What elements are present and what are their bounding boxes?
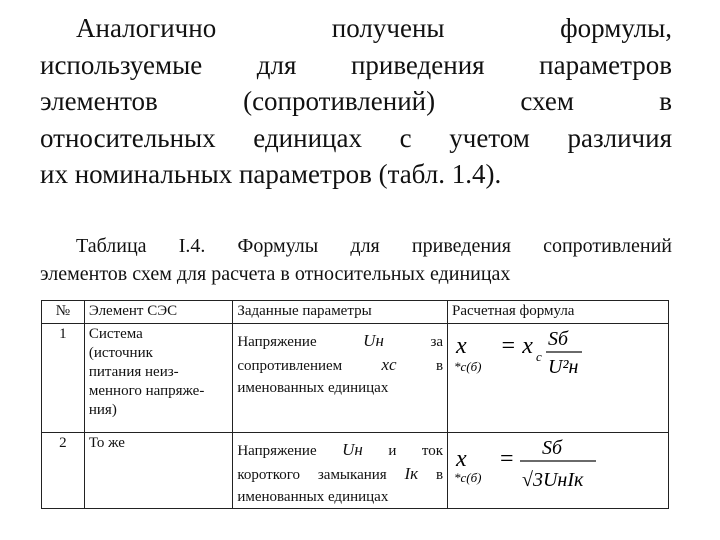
param-text: Напряжение [237, 334, 317, 350]
param-var: Uн [342, 440, 363, 459]
param-text: короткого замыкания [237, 467, 387, 483]
formula-mid-sub: c [536, 349, 542, 364]
formula-lhs-sub: *c(б) [454, 359, 482, 374]
header-number: № [42, 301, 85, 324]
param-line [237, 440, 443, 461]
formula-2 [452, 436, 652, 498]
paragraph-line: относительных единицах с учетом различия [40, 122, 672, 153]
element-line: питания неиз- [88, 364, 179, 380]
param-text: именованных единицах [237, 380, 389, 396]
row-params [233, 324, 448, 433]
row-formula [448, 433, 669, 509]
table-row [42, 324, 669, 433]
param-tail: в [435, 358, 444, 374]
param-tail: в [435, 467, 444, 483]
header-params: Заданные параметры [233, 301, 448, 324]
caption-line: элементов схем для расчета в относительных единицах [40, 263, 511, 285]
element-line: ния) [88, 402, 117, 418]
param-tail: и ток [388, 443, 444, 459]
element-line: То же [88, 435, 125, 451]
paragraph-line: используемые для приведения параметров [40, 49, 672, 80]
param-line [237, 331, 443, 352]
element-line: менного напряже- [88, 383, 205, 399]
paragraph-line: их номинальных параметров (табл. 1.4). [40, 159, 502, 189]
formula-numerator: Sб [542, 437, 563, 459]
table-row [42, 433, 669, 509]
row-formula [448, 324, 669, 433]
formula-1 [452, 327, 652, 389]
param-tail: за [430, 334, 444, 350]
element-line: (источник [88, 345, 153, 361]
header-formula: Расчетная формула [448, 301, 669, 324]
param-line [237, 379, 443, 398]
param-line [237, 464, 443, 485]
row-params [233, 433, 448, 509]
formula-mid: = [500, 446, 514, 472]
row-element [84, 324, 232, 433]
param-var: Iк [404, 464, 419, 483]
formulas-table [41, 300, 669, 509]
formula-lhs-sub: *c(б) [454, 470, 482, 485]
param-line [237, 488, 443, 507]
table-caption [40, 232, 672, 288]
param-var: xс [381, 355, 397, 374]
row-element [84, 433, 232, 509]
formula-numerator: Sб [548, 328, 569, 350]
paragraph-line: элементов (сопротивлений) схем в [40, 86, 672, 116]
body-paragraph [40, 10, 672, 193]
param-text: сопротивлением [237, 358, 343, 374]
caption-line: Таблица I.4. Формулы для приведения сопротивлений [76, 235, 672, 257]
formula-denominator: √3UнIк [522, 469, 584, 491]
param-var: Uн [363, 331, 384, 350]
formula-lhs: x [456, 446, 467, 472]
header-element: Элемент СЭС [84, 301, 232, 324]
formula-lhs: x [456, 333, 467, 359]
formula-mid: = x [500, 333, 533, 359]
table-header-row [42, 301, 669, 324]
paragraph-line: Аналогично получены формулы, [76, 13, 672, 43]
row-number: 2 [42, 433, 85, 509]
formula-denominator: U²н [548, 356, 579, 378]
element-line: Система [88, 326, 143, 342]
param-text: именованных единицах [237, 489, 389, 505]
param-line [237, 355, 443, 376]
row-number: 1 [42, 324, 85, 433]
param-text: Напряжение [237, 443, 317, 459]
